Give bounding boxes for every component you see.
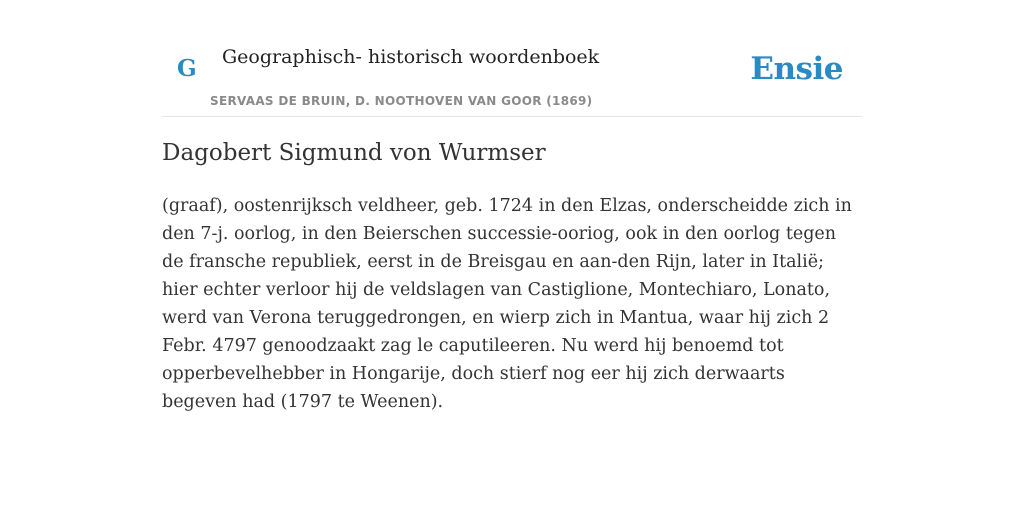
book-title-link[interactable]: Geographisch- historisch woordenboek — [222, 46, 600, 68]
ensie-logo-link[interactable]: Ensie — [750, 51, 843, 87]
header — [162, 0, 862, 117]
book-letter-link[interactable]: G — [177, 55, 197, 82]
entry-body: (graaf), oostenrijksch veldheer, geb. 1724 in den Elzas, onderscheidde zich in den 7-j. oorlog, in den Beierschen successie-ooriog, ook in den oorlog tegen de fransche republiek, eerst in de Breisgau en aan-den Rijn, later in Italië; hier echter verloor hij de veldslagen van Castiglione, Montechiaro, Lonato, werd van Verona teruggedrongen, en wierp zich in Mantua, waar hij zich 2 Febr. 4797 genoodzaakt zag le caputileeren. Nu werd hij benoemd tot opperbevelhebber in Hongarije, doch stierf nog eer hij zich derwaarts begeven had (1797 te Weenen). — [162, 196, 852, 412]
entry-title: Dagobert Sigmund von Wurmser — [162, 140, 546, 166]
book-authors: SERVAAS DE BRUIN, D. NOOTHOVEN VAN GOOR (1869) — [210, 94, 593, 108]
